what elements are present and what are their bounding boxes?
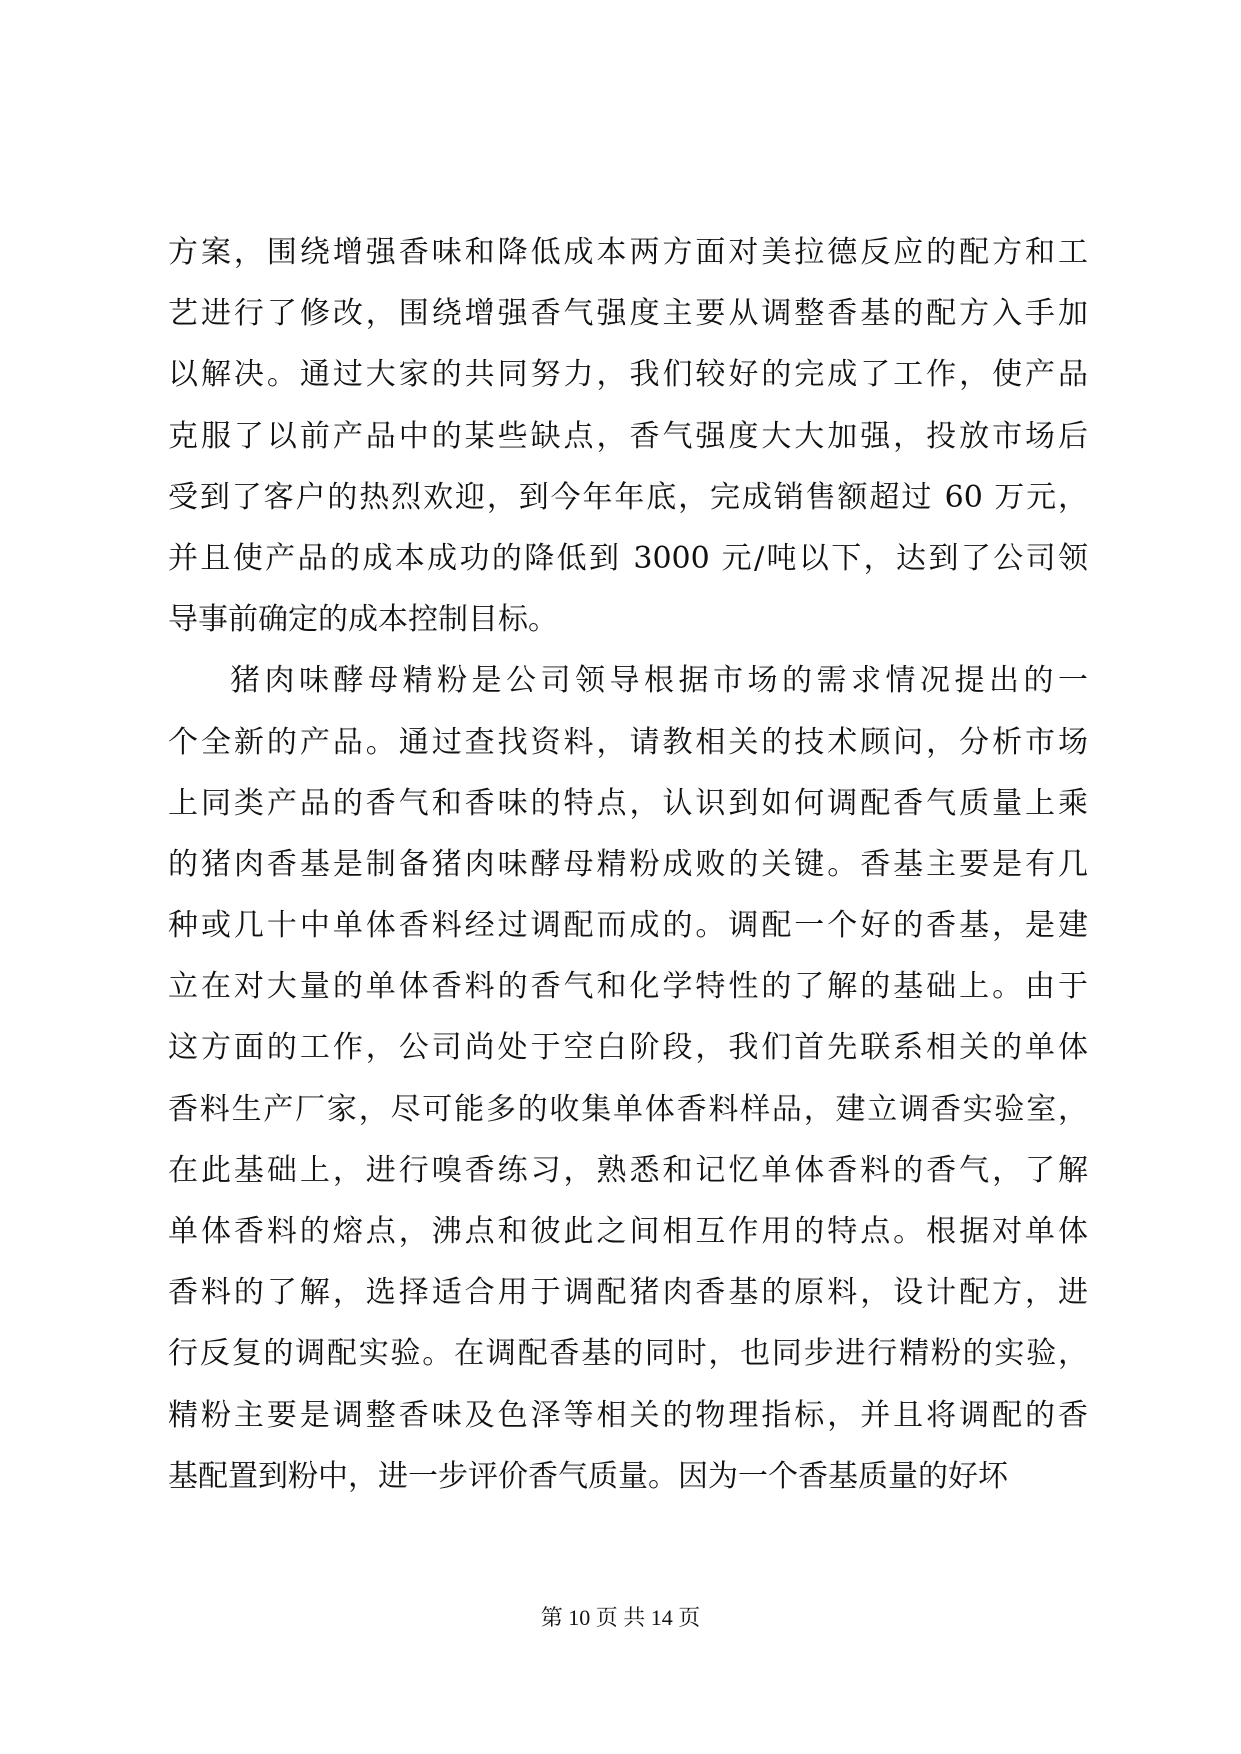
text-line: 这方面的工作，公司尚处于空白阶段，我们首先联系相关的单体 [168,1030,1088,1066]
text-line: 种或几十中单体香料经过调配而成的。调配一个好的香基，是建 [168,908,1088,944]
body-text [168,222,1088,1507]
text-line: 个全新的产品。通过查找资料，请教相关的技术顾问，分析市场 [168,724,1088,760]
paragraph [168,222,1088,650]
text-line: 单体香料的熔点，沸点和彼此之间相互作用的特点。根据对单体 [168,1214,1088,1249]
text-line: 受到了客户的热烈欢迎，到今年年底，完成销售额超过 60 万元， [168,479,1088,515]
text-line: 香料的了解，选择适合用于调配猪肉香基的原料，设计配方，进 [168,1275,1088,1311]
text-line: 行反复的调配实验。在调配香基的同时，也同步进行精粉的实验， [168,1336,1088,1372]
text-line: 方案，围绕增强香味和降低成本两方面对美拉德反应的配方和工 [168,235,1088,270]
text-line: 精粉主要是调整香味及色泽等相关的物理指标，并且将调配的香 [168,1397,1088,1433]
text-line: 克服了以前产品中的某些缺点，香气强度大大加强，投放市场后 [168,418,1088,454]
text-line: 立在对大量的单体香料的香气和化学特性的了解的基础上。由于 [168,969,1088,1005]
text-line: 在此基础上，进行嗅香练习，熟悉和记忆单体香料的香气，了解 [168,1152,1088,1188]
paragraph [168,650,1088,1507]
text-line: 艺进行了修改，围绕增强香气强度主要从调整香基的配方入手加 [168,296,1088,332]
text-line: 的猪肉香基是制备猪肉味酵母精粉成败的关键。香基主要是有几 [168,846,1088,882]
text-line: 以解决。通过大家的共同努力，我们较好的完成了工作，使产品 [168,357,1088,393]
page-footer: 第 10 页 共 14 页 [540,1605,701,1630]
text-line: 猪肉味酵母精粉是公司领导根据市场的需求情况提出的一 [230,663,1088,699]
text-line: 并且使产品的成本成功的降低到 3000 元/吨以下，达到了公司领 [168,540,1088,576]
text-line: 上同类产品的香气和香味的特点，认识到如何调配香气质量上乘 [168,785,1088,821]
text-line: 基配置到粉中，进一步评价香气质量。因为一个香基质量的好坏 [168,1458,1008,1494]
text-line: 导事前确定的成本控制目标。 [168,602,558,638]
text-line: 香料生产厂家，尽可能多的收集单体香料样品，建立调香实验室， [168,1091,1088,1127]
